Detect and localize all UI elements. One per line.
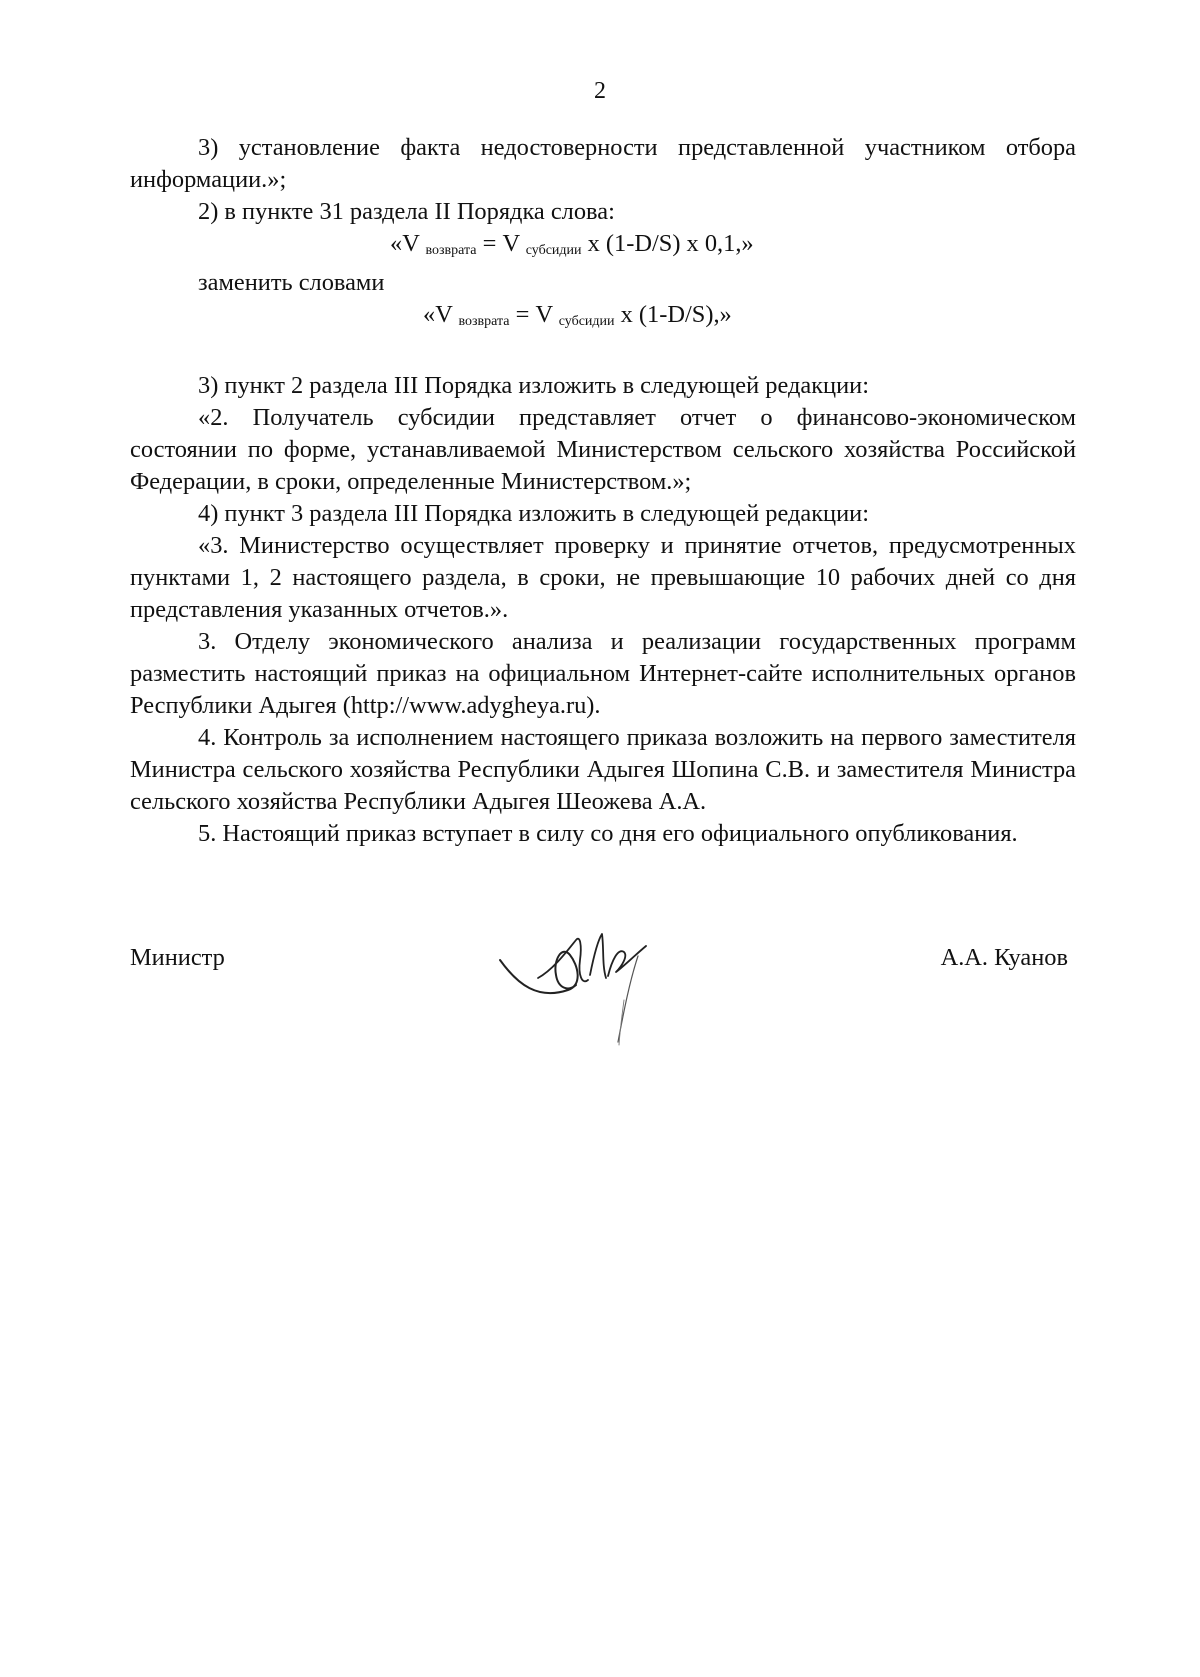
formula-original bbox=[130, 228, 1076, 267]
page-number: 2 bbox=[594, 78, 606, 104]
paragraph-report-clause: «2. Получатель субсидии представляет отчет о финансово-экономическом состоянии по форме, устанавливаемой Министерством сельского хозяйства Российской Федерации, в сроки, определенные Министерством.»; bbox=[130, 404, 1076, 495]
paragraph-amendment-4: 4) пункт 3 раздела III Порядка изложить в следующей редакции: bbox=[198, 500, 869, 527]
handwritten-signature bbox=[498, 930, 668, 1060]
paragraph-item-5: 5. Настоящий приказ вступает в силу со дня его официального опубликования. bbox=[198, 820, 1018, 847]
formula-original-tail: x (1-D/S) x 0,1,» bbox=[587, 230, 754, 257]
paragraph-subclause-3: 3) установление факта недостоверности представленной участником отбора информации.»; bbox=[130, 134, 1076, 193]
formula-replacement-tail: x (1-D/S),» bbox=[620, 301, 732, 328]
formula-original-mid: = V bbox=[482, 230, 520, 257]
formula-replacement-mid: = V bbox=[515, 301, 553, 328]
paragraph-amendment-2: 2) в пункте 31 раздела II Порядка слова: bbox=[198, 198, 615, 225]
formula-replacement-subscript-subsidy: субсидии bbox=[558, 314, 615, 329]
document-body bbox=[130, 132, 1076, 850]
paragraph-item-4: 4. Контроль за исполнением настоящего приказа возложить на первого заместителя Министра сельского хозяйства Республики Адыгея Шопина С.В. и заместителя Министра сельского хозяйства Республики Адыгея Шеожева А.А. bbox=[130, 724, 1076, 815]
formula-replacement-open: «V bbox=[423, 301, 453, 328]
formula-replacement bbox=[130, 299, 1076, 338]
paragraph-verification-clause: «3. Министерство осуществляет проверку и принятие отчетов, предусмотренных пунктами 1, 2 настоящего раздела, в сроки, не превышающие 10 рабочих дней со дня представления указанных отчетов.». bbox=[130, 532, 1076, 623]
formula-replacement-subscript-return: возврата bbox=[458, 314, 510, 329]
formula-original-open: «V bbox=[390, 230, 420, 257]
replace-words: заменить словами bbox=[198, 269, 385, 296]
formula-original-subscript-subsidy: субсидии bbox=[525, 243, 582, 258]
signatory-title: Министр bbox=[130, 944, 225, 971]
paragraph-item-3: 3. Отделу экономического анализа и реализации государственных программ разместить настоящий приказ на официальном Интернет-сайте исполнительных органов Республики Адыгея (http://www.adygheya.ru). bbox=[130, 628, 1076, 719]
formula-original-subscript-return: возврата bbox=[425, 243, 477, 258]
signatory-name: А.А. Куанов bbox=[940, 944, 1068, 971]
paragraph-amendment-3: 3) пункт 2 раздела III Порядка изложить в следующей редакции: bbox=[198, 372, 869, 399]
